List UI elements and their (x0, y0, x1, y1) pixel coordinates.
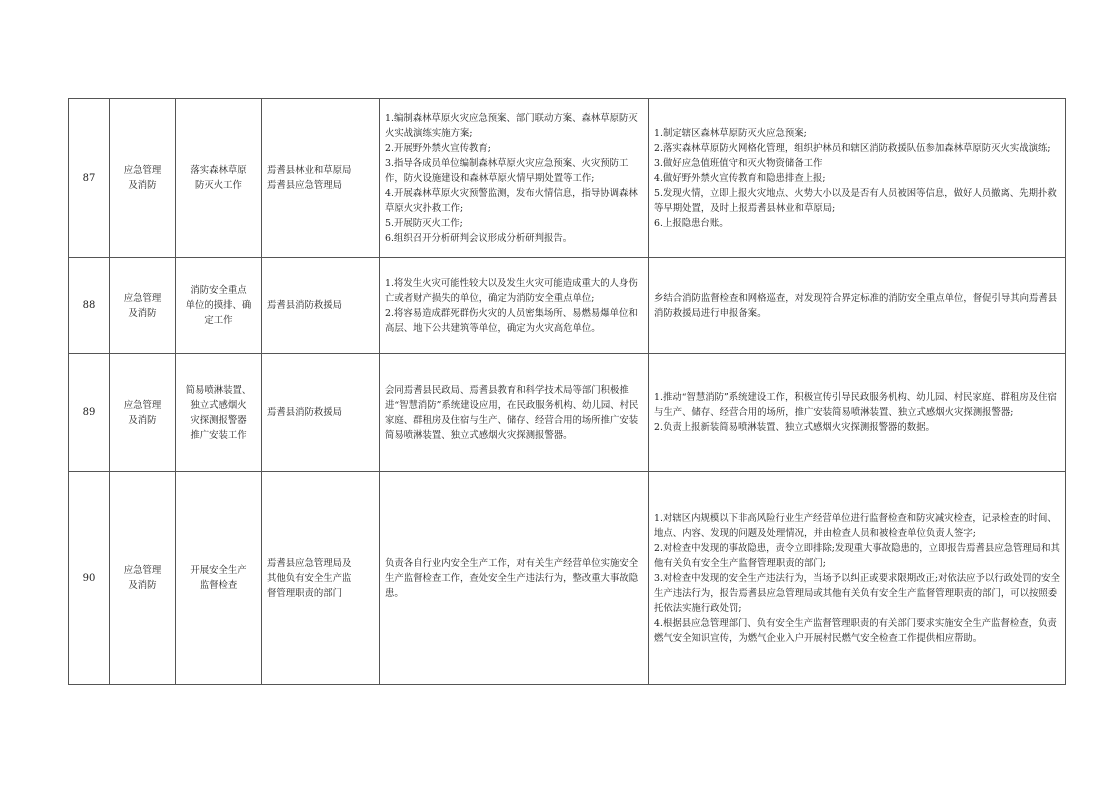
duty-item: 4.开展森林草原火灾预警监测，发布火情信息，指导协调森林草原火灾扑救工作; (385, 187, 638, 214)
task-line: 定工作 (204, 315, 233, 326)
duty-item: 5.开展防灭火工作; (385, 217, 463, 229)
row-number: 88 (69, 258, 110, 354)
department-line: 焉耆县消防救援局 (267, 300, 343, 311)
task-line: 独立式感烟火 (190, 399, 247, 411)
duty-item: 2.开展野外禁火宣传教育; (385, 142, 491, 154)
duty-item: 2.将容易造成群死群伤火灾的人员密集场所、易燃易爆单位和高层、地下公共建筑等单位，确定为火灾高危单位。 (385, 307, 638, 334)
department-cell (262, 99, 380, 258)
table-row (69, 99, 1066, 258)
category-line: 及消防 (128, 580, 157, 591)
duty-item: 4.做好野外禁火宣传教育和隐患排查上报; (654, 172, 826, 184)
row-number: 87 (69, 99, 110, 258)
department-cell (262, 354, 380, 472)
category-cell (110, 258, 176, 354)
duty-table-body (69, 99, 1066, 685)
task-line: 简易喷淋装置、 (185, 384, 252, 396)
county-duties-cell (380, 472, 649, 685)
table-row (69, 258, 1066, 354)
category-cell (110, 99, 176, 258)
duty-item: 2.对检查中发现的事故隐患，责令立即排除;发现重大事故隐患的，立即报告焉耆县应急管理局和其他有关负有安全生产监督管理职责的部门; (654, 542, 1060, 569)
department-line: 焉耆县应急管理局及 (267, 557, 352, 569)
task-line: 推广安装工作 (190, 429, 247, 441)
duty-item: 3.做好应急值班值守和灭火物资储备工作 (654, 157, 823, 169)
task-cell (176, 258, 262, 354)
task-line: 消防安全重点 (190, 285, 247, 296)
department-line: 焉耆县林业和草原局 (267, 165, 352, 176)
county-duties-cell (380, 258, 649, 354)
row-number: 89 (69, 354, 110, 472)
duty-item: 负责各自行业内安全生产工作，对有关生产经营单位实施安全生产监督检查工作，查处安全生产违法行为，整改重大事故隐患。 (385, 557, 639, 599)
department-line: 焉耆县应急管理局 (267, 180, 343, 191)
category-cell (110, 472, 176, 685)
table-row (69, 354, 1066, 472)
township-duties-cell (649, 258, 1066, 354)
duty-item: 乡结合消防监督检查和网格巡查，对发现符合界定标准的消防安全重点单位，督促引导其向焉耆县消防救援局进行申报备案。 (654, 292, 1058, 319)
category-line: 及消防 (128, 414, 157, 426)
category-line: 应急管理 (123, 292, 162, 304)
township-duties-cell (649, 472, 1066, 685)
task-line: 单位的摸排、确 (185, 300, 252, 311)
department-line: 焉耆县消防救援局 (267, 407, 343, 418)
duty-item: 4.根据县应急管理部门、负有安全生产监督管理职责的有关部门要求实施安全生产监督检查，负责燃气安全知识宣传，为燃气企业入户开展村民燃气安全检查工作提供相应帮助。 (654, 617, 1057, 644)
duty-item: 6.组织召开分析研判会议形成分析研判报告。 (385, 232, 573, 244)
county-duties-cell (380, 354, 649, 472)
category-cell (110, 354, 176, 472)
duty-item: 2.负责上报新装简易喷淋装置、独立式感烟火灾探测报警器的数据。 (654, 422, 935, 433)
category-line: 应急管理 (123, 565, 162, 576)
category-line: 及消防 (128, 180, 157, 191)
duty-table (68, 98, 1066, 685)
duty-item: 3.指导各成员单位编制森林草原火灾应急预案、火灾预防工作，防火设施建设和森林草原火情早期处置等工作; (385, 157, 629, 184)
duty-item: 1.制定辖区森林草原防灭火应急预案; (654, 127, 807, 139)
duty-item: 1.将发生火灾可能性较大以及发生火灾可能造成重大的人身伤亡或者财产损失的单位，确定为消防安全重点单位; (385, 277, 638, 304)
duty-item: 5.发现火情，立即上报火灾地点、火势大小以及是否有人员被困等信息，做好人员撤离、先期扑救等早期处置，及时上报焉耆县林业和草原局; (654, 187, 1057, 214)
category-line: 应急管理 (123, 165, 162, 176)
task-line: 灾探测报警器 (190, 414, 247, 426)
task-line: 监督检查 (199, 580, 238, 591)
department-cell (262, 258, 380, 354)
department-line: 督管理职责的部门 (267, 587, 343, 599)
duty-item: 1.推动“智慧消防”系统建设工作，积极宣传引导民政服务机构、幼儿园、村民家庭、群租房及住宿与生产、储存、经营合用的场所，推广安装简易喷淋装置、独立式感烟火灾探测报警器; (654, 392, 1057, 418)
department-cell (262, 472, 380, 685)
duty-item: 6.上报隐患台账。 (654, 217, 729, 229)
table-row (69, 472, 1066, 685)
task-line: 开展安全生产 (190, 565, 247, 576)
duty-item: 1.对辖区内规模以下非高风险行业生产经营单位进行监督检查和防灾减灾检查，记录检查的时间、地点、内容、发现的问题及处理情况，并由检查人员和被检查单位负责人签字; (654, 512, 1057, 539)
duty-item: 3.对检查中发现的安全生产违法行为，当场予以纠正或要求限期改正;对依法应予以行政处罚的安全生产违法行为，报告焉耆县应急管理局或其他有关负有安全生产监督管理职责的部门，可以按照委托依法实施行政处罚; (654, 572, 1060, 614)
duty-item: 会同焉耆县民政局、焉耆县教育和科学技术局等部门积极推进“智慧消防”系统建设应用，在民政服务机构、幼儿园、村民家庭、群租房及住宿与生产、储存、经营合用的场所推广安装简易喷淋装置、独立式感烟火灾探测报警器。 (385, 384, 639, 441)
category-line: 应急管理 (123, 399, 162, 411)
duty-item: 2.落实森林草原防火网格化管理，组织护林员和辖区消防救援队伍参加森林草原防灭火实战演练; (654, 142, 1051, 154)
duty-item: 1.编制森林草原火灾应急预案、部门联动方案、森林草原防灭火实战演练实施方案; (385, 112, 638, 139)
task-cell (176, 472, 262, 685)
county-duties-cell (380, 99, 649, 258)
row-number: 90 (69, 472, 110, 685)
township-duties-cell (649, 354, 1066, 472)
task-line: 落实森林草原 (190, 165, 247, 176)
task-cell (176, 354, 262, 472)
category-line: 及消防 (128, 307, 157, 319)
township-duties-cell (649, 99, 1066, 258)
task-cell (176, 99, 262, 258)
department-line: 其他负有安全生产监 (267, 572, 352, 584)
task-line: 防灭火工作 (195, 180, 242, 191)
